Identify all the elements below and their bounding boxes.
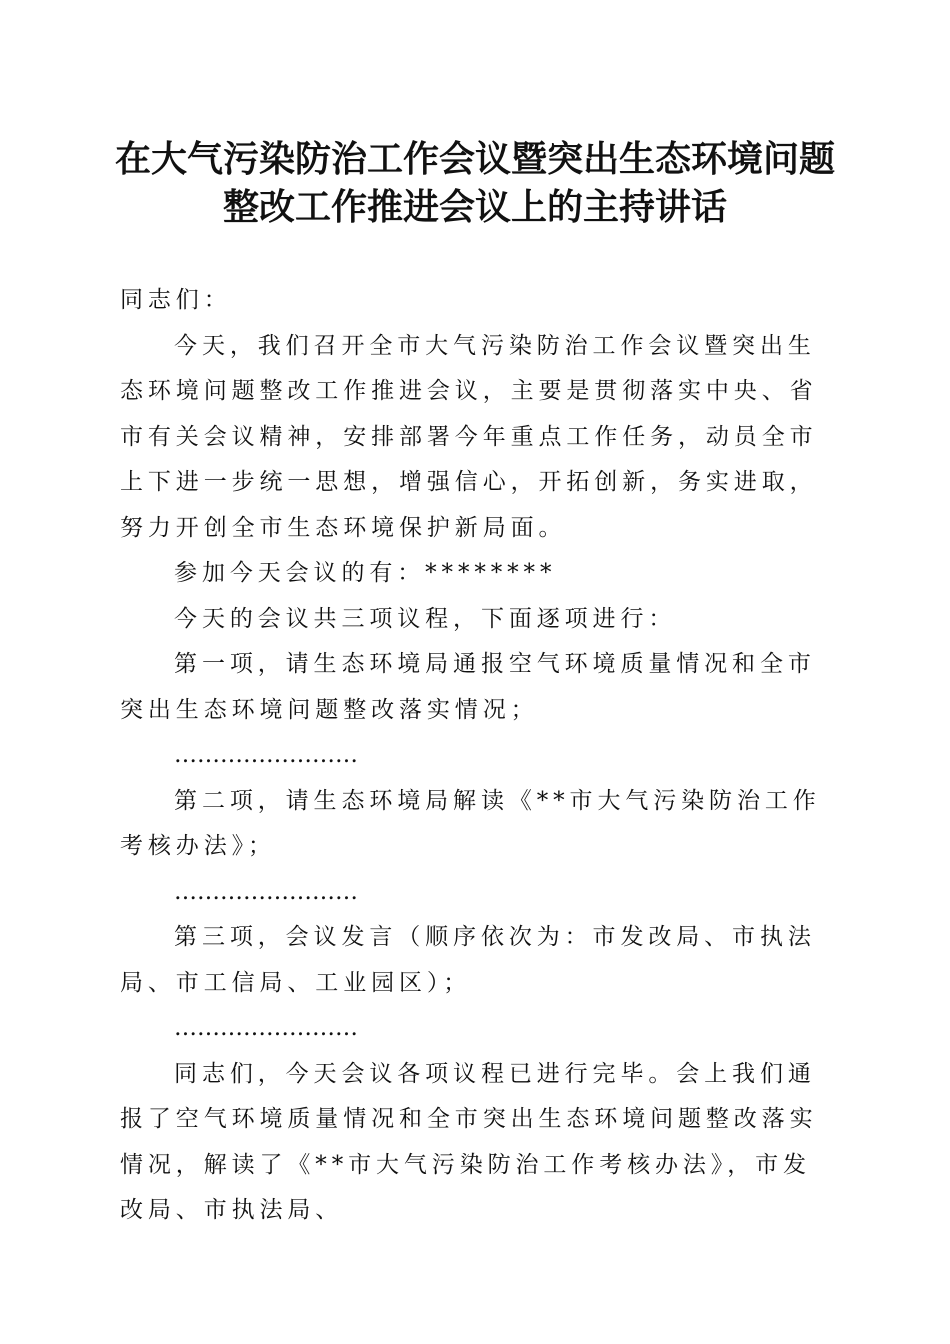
paragraph-agenda-intro: 今天的会议共三项议程，下面逐项进行： bbox=[174, 605, 677, 632]
paragraph-closing: 同志们，今天会议各项议程已进行完毕。会上我们通报了空气环境质量情况和全市突出生态环境问题整改落实情况，解读了《**市大气污染防治工作考核办法》，市发改局、市执法局、 bbox=[120, 1060, 818, 1223]
document-title-line-2: 整改工作推进会议上的主持讲话 bbox=[222, 186, 727, 228]
salutation: 同志们： bbox=[120, 287, 232, 313]
ellipsis-placeholder-2: …………………… bbox=[174, 878, 359, 905]
document-body bbox=[120, 278, 830, 1234]
ellipsis-placeholder-3: …………………… bbox=[174, 1015, 359, 1041]
agenda-item-1: 第一项，请生态环境局通报空气环境质量情况和全市突出生态环境问题整改落实情况； bbox=[120, 651, 816, 723]
agenda-item-2: 第二项，请生态环境局解读《**市大气污染防治工作考核办法》； bbox=[120, 787, 821, 859]
paragraph-attendees: 参加今天会议的有：******** bbox=[174, 560, 557, 586]
ellipsis-placeholder-1: …………………… bbox=[174, 742, 359, 768]
agenda-item-3: 第三项，会议发言（顺序依次为：市发改局、市执法局、市工信局、工业园区）； bbox=[120, 924, 816, 996]
document-title-line-1: 在大气污染防治工作会议暨突出生态环境问题 bbox=[114, 138, 835, 180]
paragraph-intro: 今天，我们召开全市大气污染防治工作会议暨突出生态环境问题整改工作推进会议，主要是贯彻落实中央、省市有关会议精神，安排部署今年重点工作任务，动员全市上下进一步统一思想，增强信心，开拓创新，务实进取，努力开创全市生态环境保护新局面。 bbox=[120, 332, 818, 541]
